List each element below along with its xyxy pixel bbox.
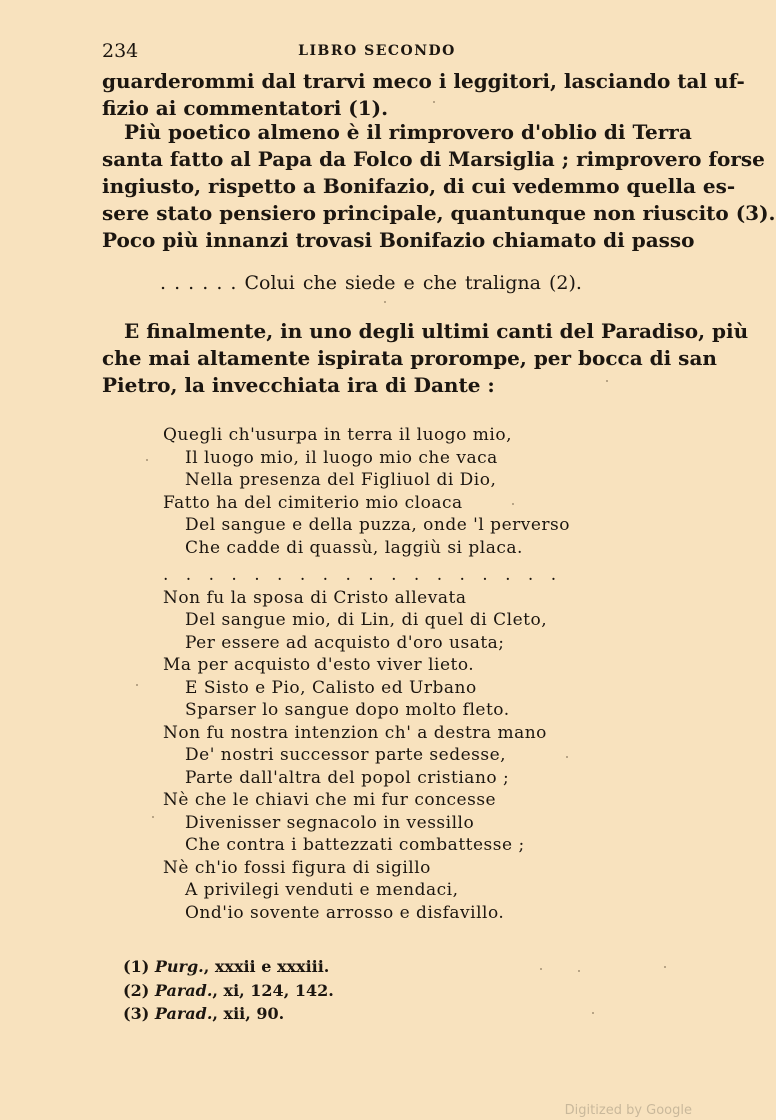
digitizer-watermark: Digitized by Google [564,1103,692,1118]
verse-line: Divenisser segnacolo in vessillo [185,812,475,833]
footnote-work: Parad. [154,980,213,1000]
verse-line: Del sangue e della puzza, onde 'l perverso [185,515,571,535]
footnote [123,1002,573,1026]
paper-speck [433,101,435,103]
running-title: LIBRO SECONDO [298,43,456,59]
paper-speck [146,459,148,461]
verse-line: De' nostri successor parte sedesse, [185,745,507,765]
paper-speck [578,970,580,972]
text-line: che mai altamente ispirata prorompe, per bocca di san [102,346,717,370]
verse-line: Nè che le chiavi che mi fur concesse [163,790,497,810]
text-line: Poco più innanzi trovasi Bonifazio chiamato di passo [102,228,695,252]
paper-speck [152,816,154,818]
footnote-ref: , xxxii e xxxiii. [203,957,330,976]
paper-speck [136,684,138,686]
verse-line: Quegli ch'usurpa in terra il luogo mio, [163,425,513,445]
page-header [102,40,652,64]
text-line: sere stato pensiero principale, quantunque non riuscito (3). [102,201,776,225]
text-line: ingiusto, rispetto a Bonifazio, di cui vedemmo quella es- [102,174,736,198]
verse-line: Non fu la sposa di Cristo allevata [163,587,467,608]
footnotes [123,955,573,1026]
paper-speck [664,966,666,968]
footnote-mark: (2) [123,980,150,1000]
verse-line: A privilegi venduti e mendaci, [185,880,459,900]
text-line: Più poetico almeno è il rimprovero d'oblio di Terra [124,120,692,144]
paper-speck [384,301,386,303]
ellipsis-line: . . . . . . . . . . . . . . . . . . [163,565,563,585]
paragraph-opening [102,68,745,122]
footnote [123,955,573,979]
page-number: 234 [102,40,139,62]
verse-stanza-2 [163,564,623,924]
paper-speck [592,1012,594,1014]
verse-line: Sparser lo sangue dopo molto fleto. [185,700,510,720]
verse-line: Il luogo mio, il luogo mio che vaca [185,447,498,468]
footnote-mark: (3) [123,1004,150,1023]
paper-speck [606,380,608,382]
paragraph-paradiso [102,318,749,399]
verse-line: Che contra i battezzati combattesse ; [185,835,525,855]
verse-line: Del sangue mio, di Lin, di quel di Cleto, [185,610,548,630]
footnote-ref: , xi, 124, 142. [212,980,334,1000]
verse-line: Per essere ad acquisto d'oro usata; [185,632,505,653]
verse-line: Non fu nostra intenzion ch' a destra mano [163,722,547,743]
text-line: guarderommi dal trarvi meco i leggitori, lasciando tal uf- [102,69,745,93]
paper-speck [566,756,568,758]
footnote-work: Purg. [154,957,204,976]
verse-line: Ond'io sovente arrosso e disfavillo. [185,902,505,923]
footnote-ref: , xii, 90. [212,1004,285,1023]
quoted-verse-line: . . . . . . Colui che siede e che traligna (2). [160,272,582,294]
paper-speck [540,968,542,970]
text-line: fizio ai commentatori (1). [102,96,389,120]
verse-line: E Sisto e Pio, Calisto ed Urbano [185,677,477,698]
verse-line: Nè ch'io fossi figura di sigillo [163,857,431,878]
footnote-work: Parad. [154,1004,213,1023]
text-line: E finalmente, in uno degli ultimi canti del Paradiso, più [124,319,749,343]
verse-line: Ma per acquisto d'esto viver lieto. [163,655,475,675]
paragraph-terra-santa [102,119,776,254]
verse-line: Fatto ha del cimiterio mio cloaca [163,492,463,513]
text-line: Pietro, la invecchiata ira di Dante : [102,373,495,397]
footnote-mark: (1) [123,957,150,976]
verse-line: Parte dall'altra del popol cristiano ; [185,767,510,788]
verse-stanza-1 [163,424,623,559]
verse-line: Che cadde di quassù, laggiù si placa. [185,537,523,558]
text-line: santa fatto al Papa da Folco di Marsiglia ; rimprovero forse [102,147,765,171]
footnote [123,979,573,1003]
verse-line: Nella presenza del Figliuol di Dio, [185,470,497,490]
paper-speck [512,503,514,505]
